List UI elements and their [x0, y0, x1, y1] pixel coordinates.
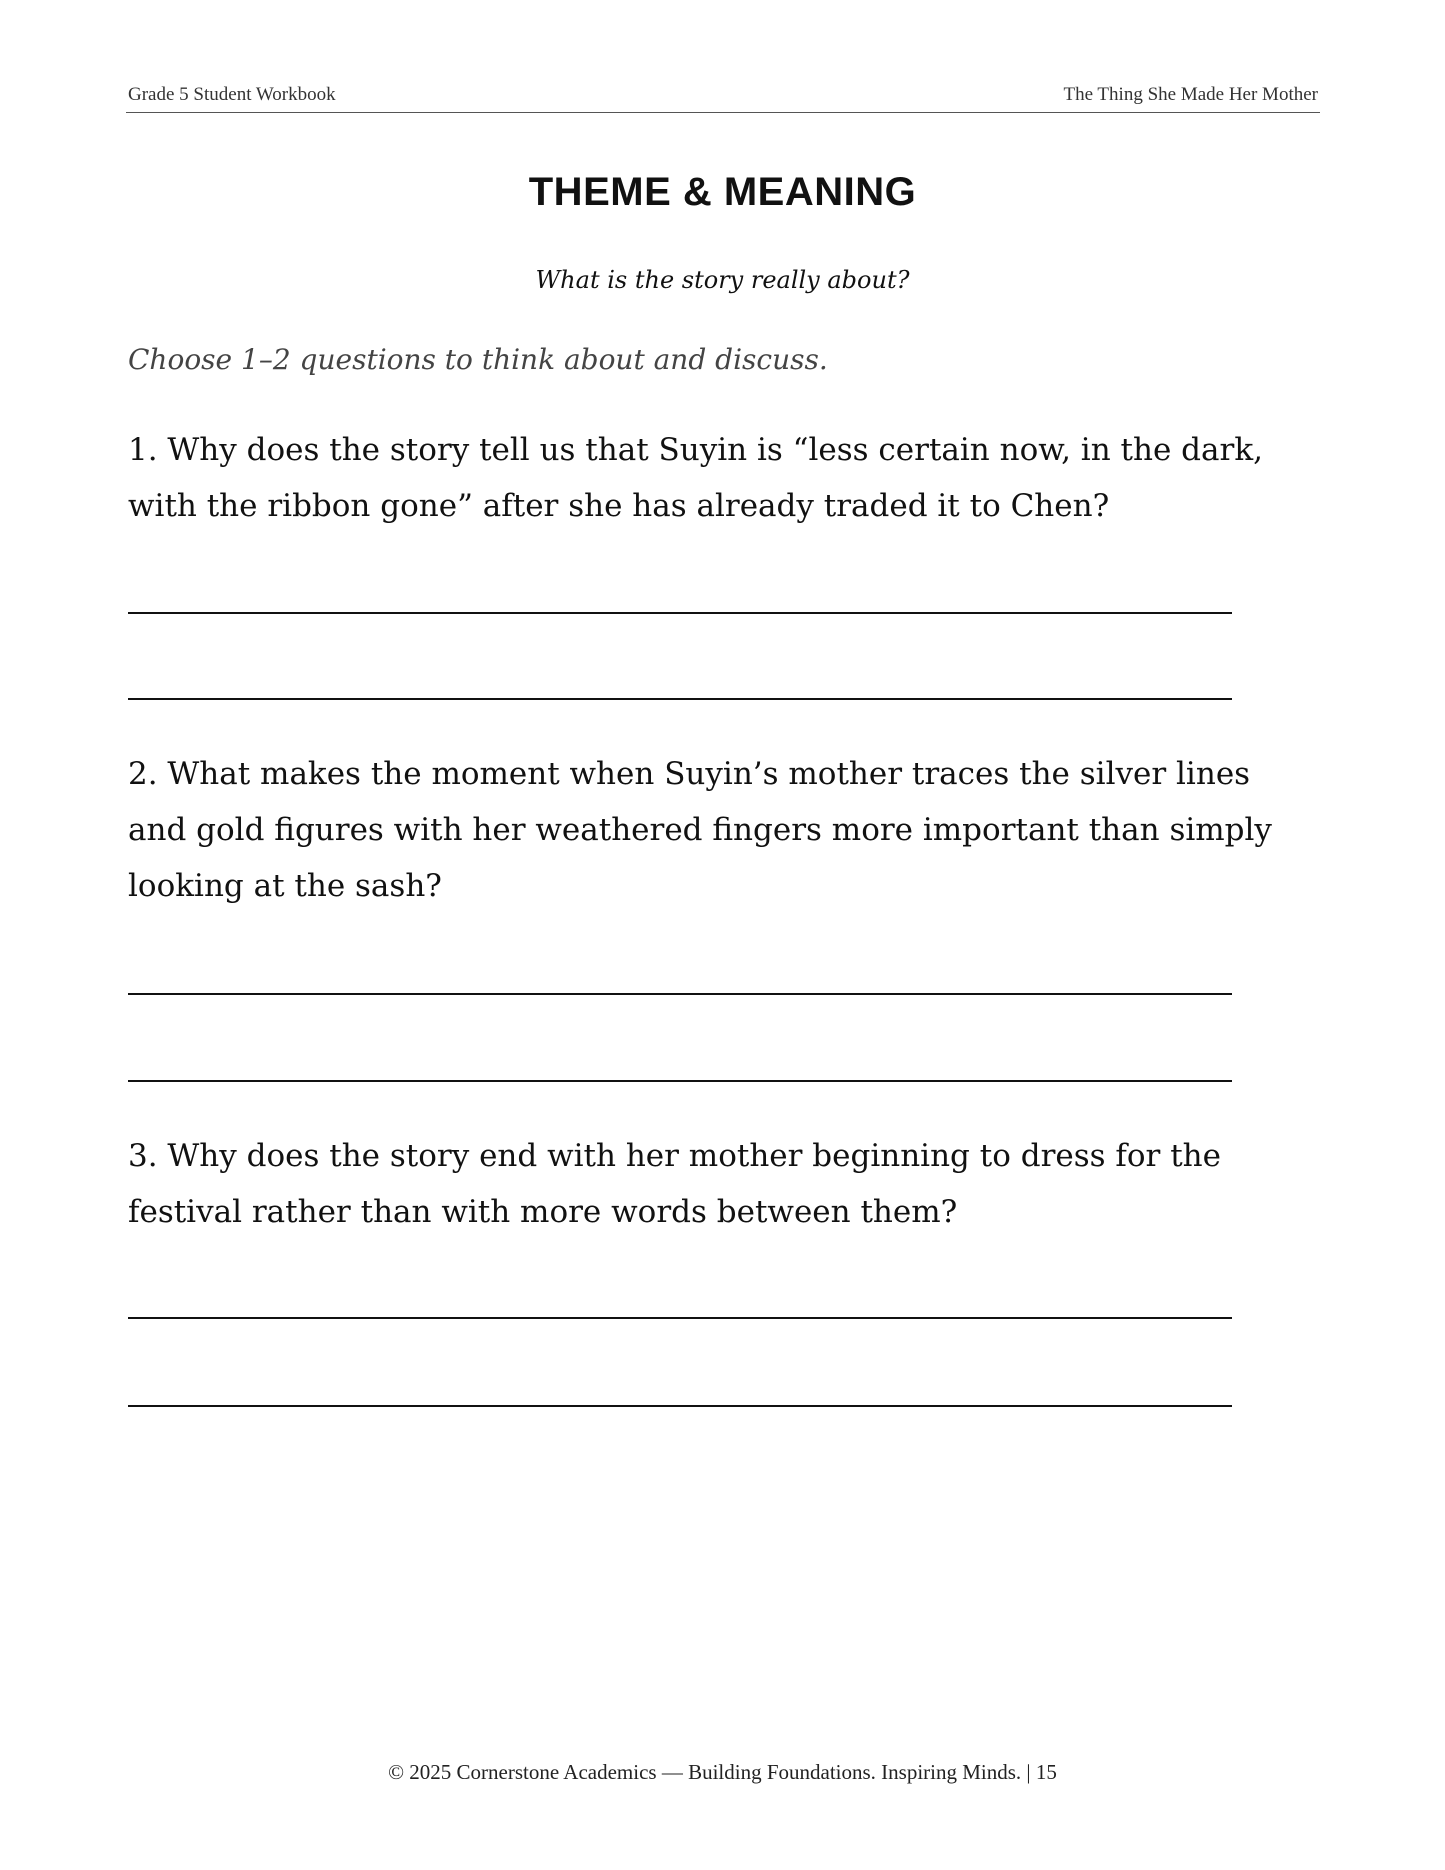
page-title: THEME & MEANING: [528, 170, 917, 214]
question-2: 2. What makes the moment when Suyin’s mother traces the silver lines and gold figures with her weathered fingers more important than simply looking at the sash?: [128, 756, 1272, 904]
answer-line-3b[interactable]: [128, 1405, 1232, 1407]
question-1: 1. Why does the story tell us that Suyin is “less certain now, in the dark, with the ribbon gone” after she has already traded it to Chen?: [128, 432, 1263, 524]
page-header: [126, 84, 1320, 113]
page-subtitle: What is the story really about?: [535, 266, 910, 294]
answer-line-3a[interactable]: [128, 1317, 1232, 1319]
page-footer: © 2025 Cornerstone Academics — Building Foundations. Inspiring Minds. | 15: [388, 1760, 1057, 1784]
answer-line-1a[interactable]: [128, 612, 1232, 614]
instructions: Choose 1–2 questions to think about and discuss.: [128, 343, 828, 376]
answer-line-1b[interactable]: [128, 698, 1232, 700]
question-3: 3. Why does the story end with her mother beginning to dress for the festival rather than with more words between them?: [128, 1138, 1221, 1230]
header-workbook-label: Grade 5 Student Workbook: [128, 84, 336, 105]
answer-line-2b[interactable]: [128, 1080, 1232, 1082]
header-story-title: The Thing She Made Her Mother: [1063, 84, 1318, 105]
answer-line-2a[interactable]: [128, 993, 1232, 995]
